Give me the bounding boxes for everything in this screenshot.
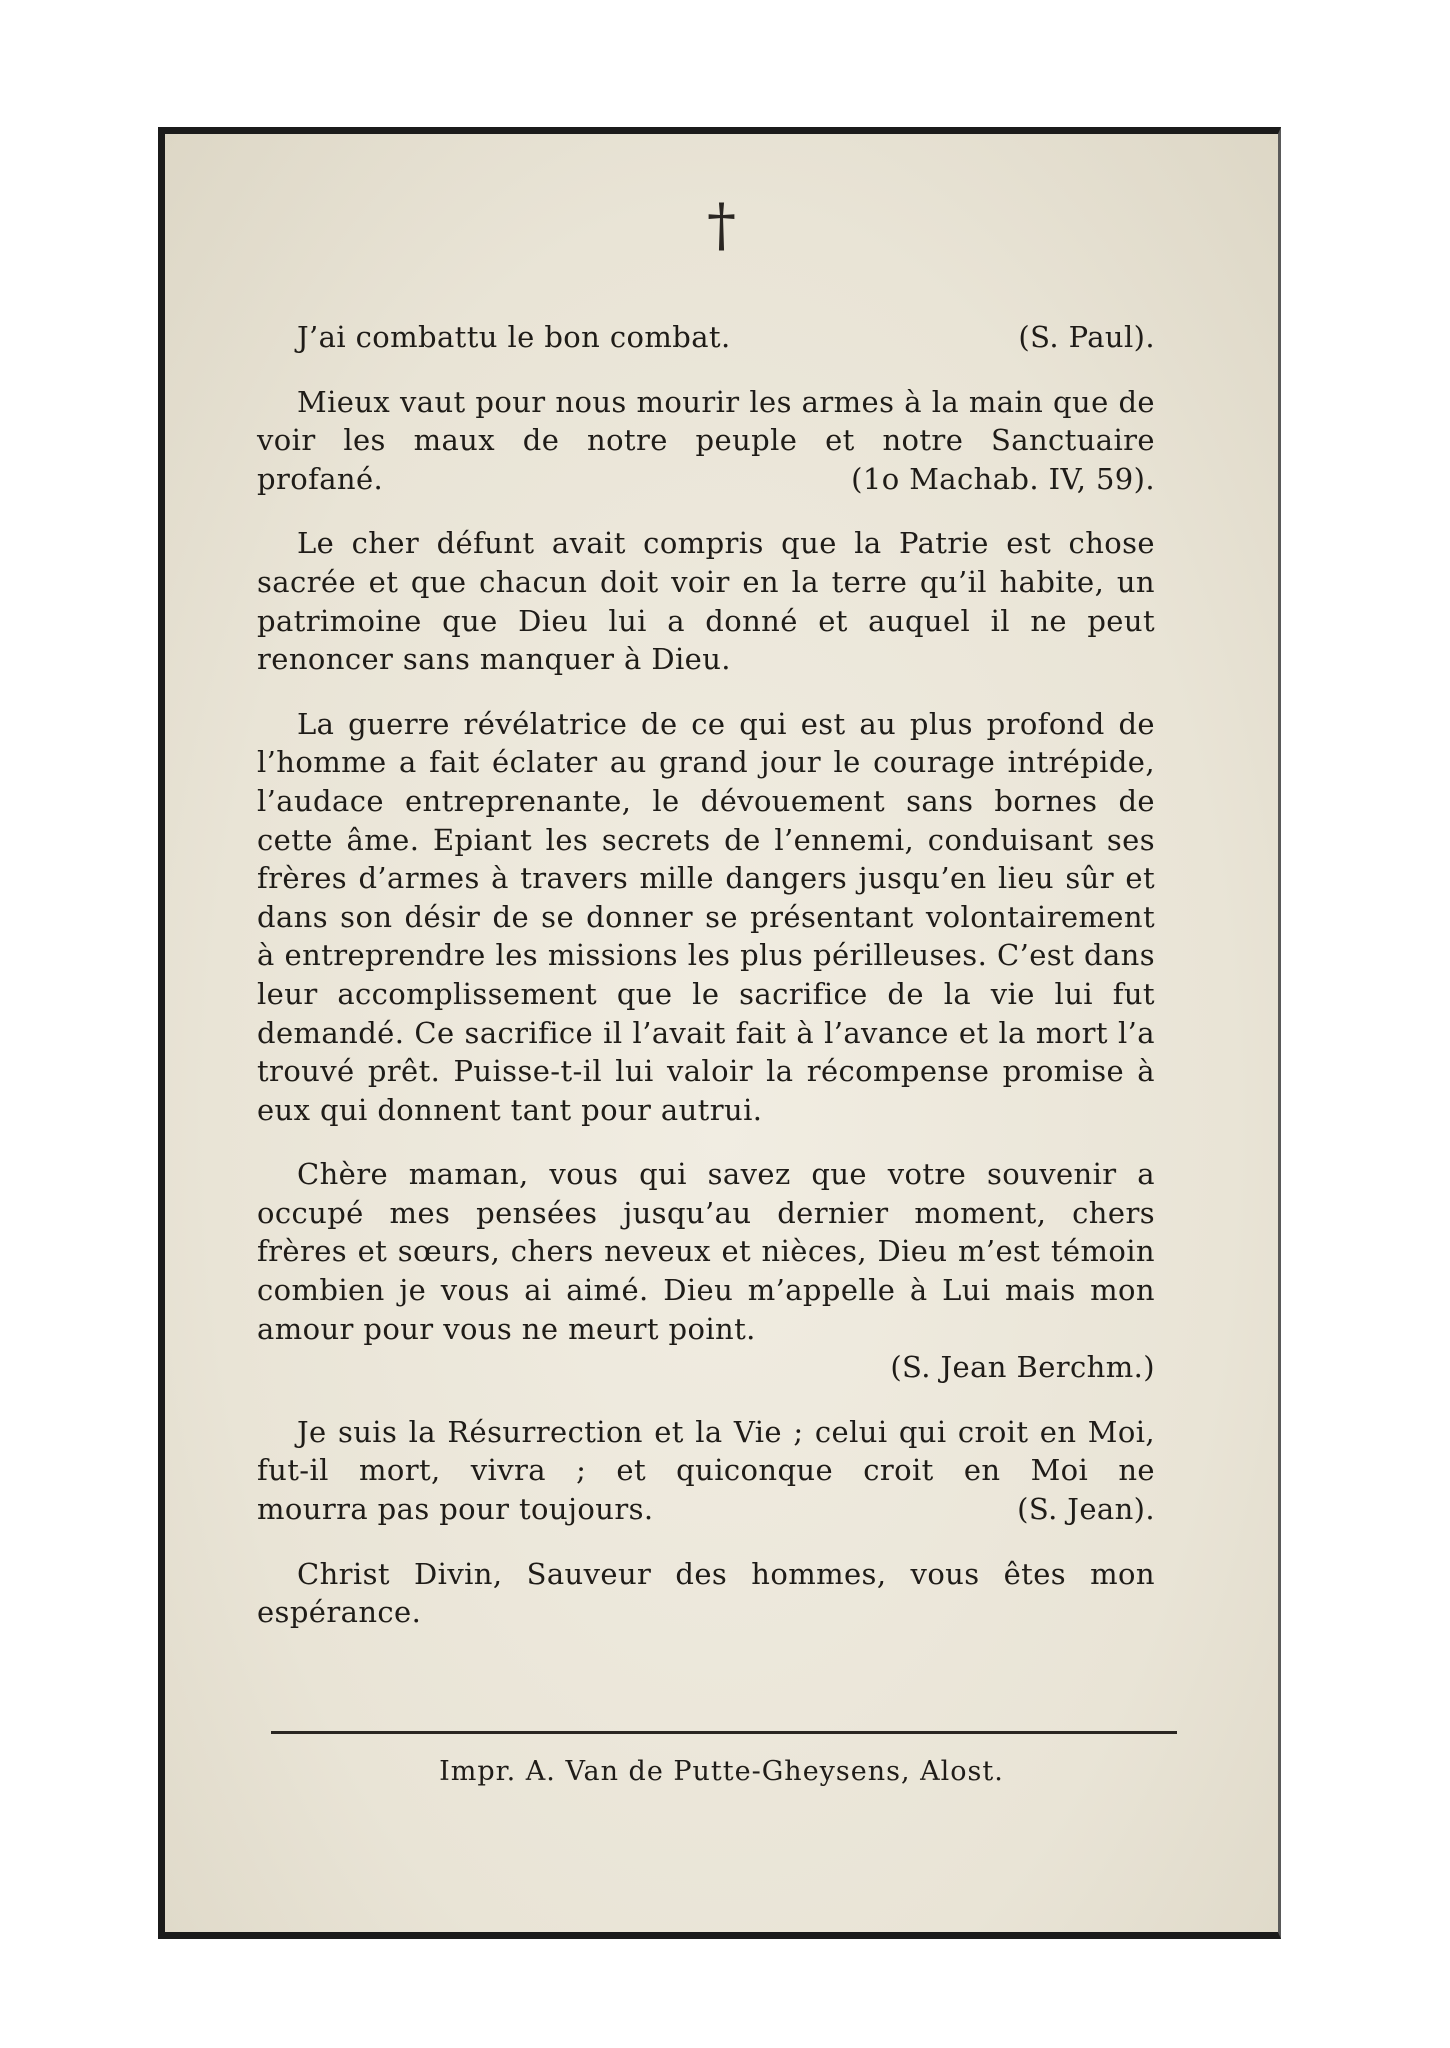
quote-resurrection-end xyxy=(257,1490,1155,1529)
prayer: Christ Divin, Sauveur des hommes, vous êtes mon espérance. xyxy=(257,1556,1155,1630)
memorial-card xyxy=(158,127,1281,1939)
quote-resurrection-tail: mourra pas pour toujours. xyxy=(257,1492,654,1527)
paragraph-guerre: La guerre révélatrice de ce qui est au plus profond de l’homme a fait éclater au grand jour le courage intrépide, l’audace entreprenante, le dévouement sans bornes de cette âme. Epiant les secrets de l’ennemi, conduisant ses frères d’armes à travers mille dangers jusqu’en lieu sûr et dans son désir de se donner se présentant volontairement à entreprendre les missions les plus périlleuses. C’est dans leur accomplissement que le sacrifice de la vie lui fut demandé. Ce sacrifice il l’avait fait à l’avance et la mort l’a trouvé prêt. Puisse-t-il lui valoir la récompense promise à eux qui donnent tant pour autrui. xyxy=(257,706,1155,1127)
quote-machab-text: Mieux vaut pour nous mourir les armes à la main que de voir les maux de notre peuple et notre Sanctuaire xyxy=(257,384,1155,458)
paragraph-patrie: Le cher défunt avait compris que la Patrie est chose sacrée et que chacun doit voir en la terre qu’il habite, un patrimoine que Dieu lui a donné et auquel il ne peut renoncer sans manquer à Dieu. xyxy=(257,526,1155,677)
quote-machab-end xyxy=(257,460,1155,499)
quote-machab-source: (1o Machab. IV, 59). xyxy=(851,461,1155,496)
paragraph-maman-source: (S. Jean Berchm.) xyxy=(890,1350,1155,1385)
quote-machab-tail: profané. xyxy=(257,461,384,496)
card-text xyxy=(257,318,1155,1632)
printer-imprint: Impr. A. Van de Putte-Gheysens, Alost. xyxy=(439,1756,1004,1787)
divider xyxy=(271,1731,1177,1734)
quote-paul-text: J’ai combattu le bon combat. xyxy=(297,320,731,354)
quote-paul-source: (S. Paul). xyxy=(1018,320,1155,354)
cross-icon: † xyxy=(707,191,736,259)
quote-resurrection-source: (S. Jean). xyxy=(1017,1492,1155,1527)
paragraph-maman: Chère maman, vous qui savez que votre souvenir a occupé mes pensées jusqu’au dernier moment, chers frères et sœurs, chers neveux et nièces, Dieu m’est témoin combien je vous ai aimé. Dieu m’appelle à Lui mais mon amour pour vous ne meurt point. xyxy=(257,1157,1155,1346)
quote-paul xyxy=(257,318,1155,357)
quote-resurrection-text: Je suis la Résurrection et la Vie ; celui qui croit en Moi, fut-il mort, vivra ; et quiconque croit en Moi ne xyxy=(257,1414,1155,1488)
